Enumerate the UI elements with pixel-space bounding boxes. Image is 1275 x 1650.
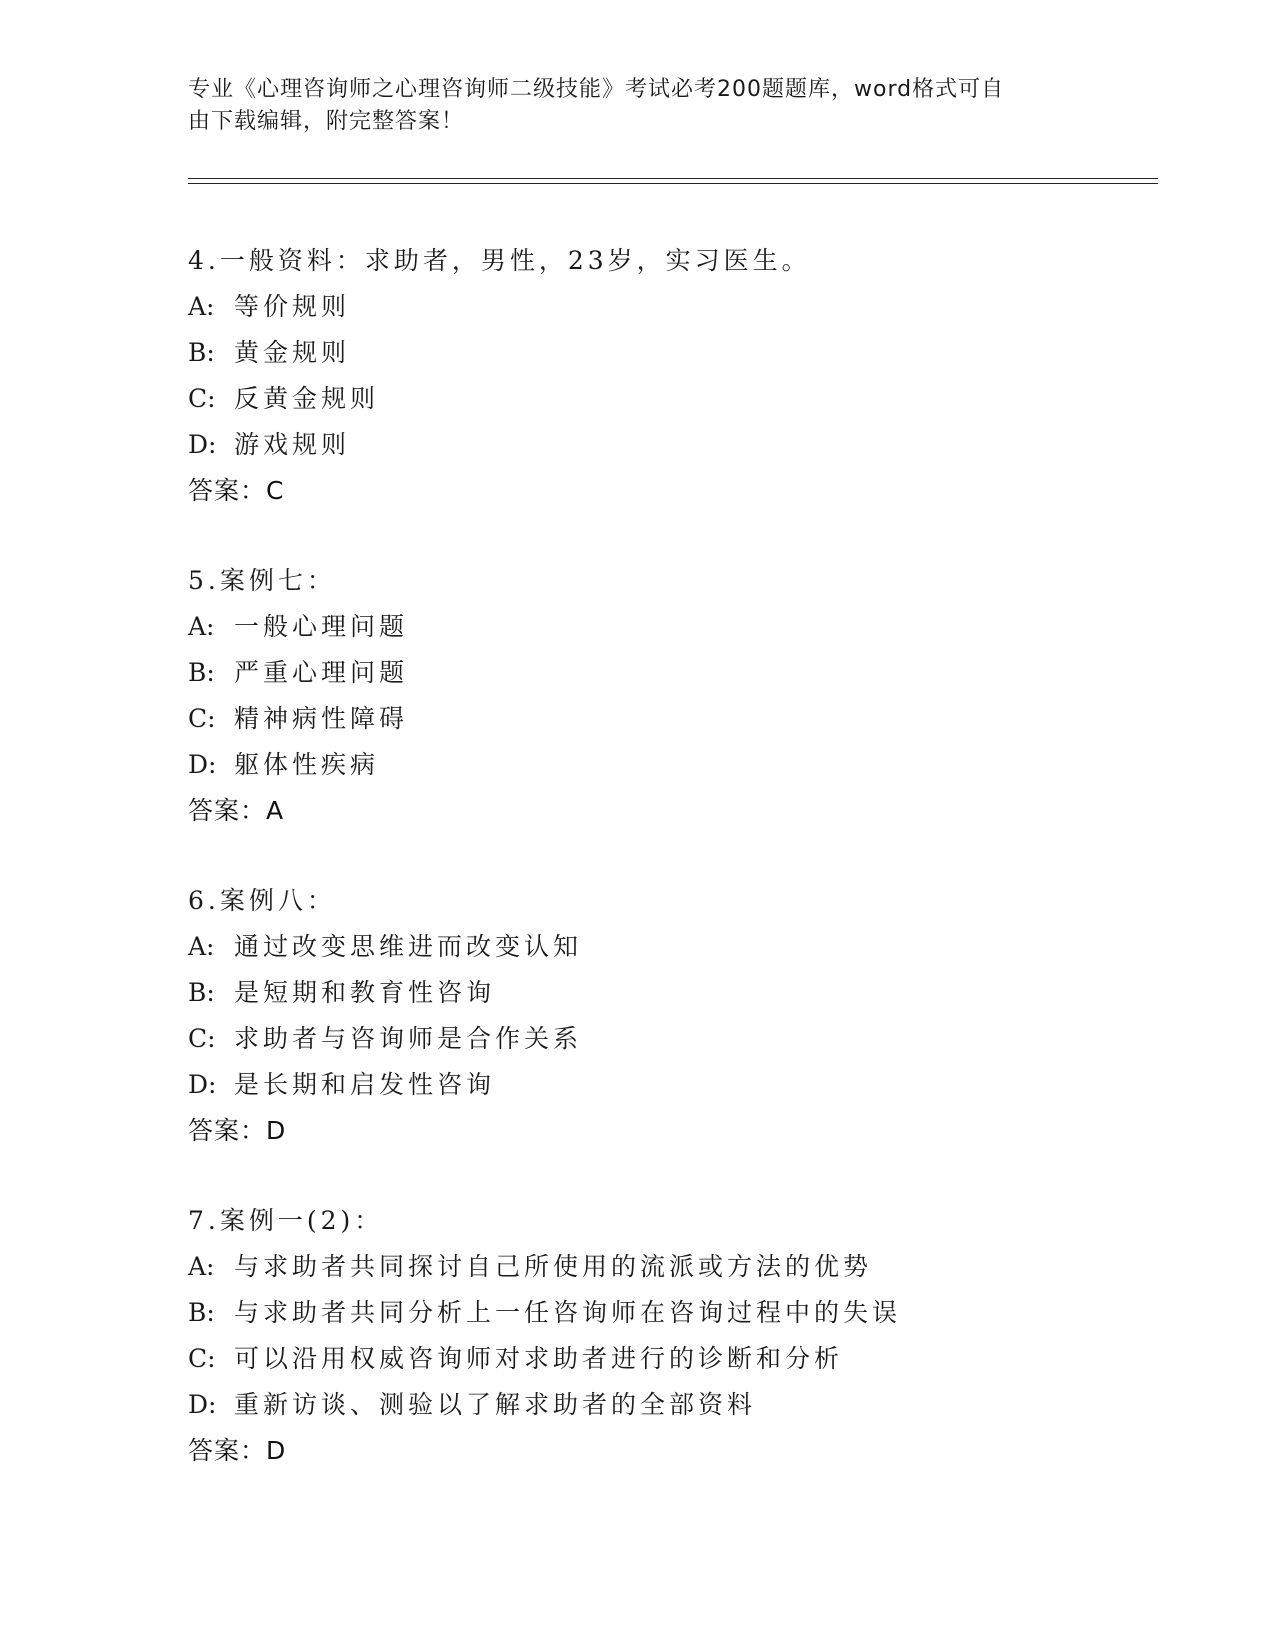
option-key: A:: [188, 612, 215, 641]
document-header: [188, 74, 1068, 138]
option-text: 求助者与咨询师是合作关系: [234, 1024, 583, 1053]
option-b: [188, 650, 1188, 696]
option-d: [188, 1062, 1188, 1108]
option-key: C:: [188, 704, 216, 733]
option-text: 是长期和启发性咨询: [234, 1070, 496, 1099]
option-text: 黄金规则: [234, 338, 351, 367]
header-divider-bottom: [188, 183, 1158, 184]
option-b: [188, 970, 1188, 1016]
option-c: [188, 376, 1188, 422]
question-stem: 5.案例七：: [188, 566, 336, 595]
option-b: [188, 330, 1188, 376]
option-a: [188, 604, 1188, 650]
question-block: [188, 1198, 1188, 1474]
option-key: A:: [188, 1252, 215, 1281]
option-text: 与求助者共同分析上一任咨询师在咨询过程中的失误: [234, 1298, 902, 1327]
question-block: [188, 238, 1188, 514]
option-a: [188, 284, 1188, 330]
option-key: D:: [188, 430, 217, 459]
option-text: 精神病性障碍: [234, 704, 409, 733]
header-divider-top: [188, 178, 1158, 179]
option-text: 一般心理问题: [234, 612, 409, 641]
option-text: 反黄金规则: [234, 384, 380, 413]
option-key: B:: [188, 978, 215, 1007]
option-text: 游戏规则: [234, 430, 351, 459]
option-c: [188, 1336, 1188, 1382]
option-text: 躯体性疾病: [234, 750, 380, 779]
question-stem: 7.案例一(2)：: [188, 1206, 384, 1235]
header-line-2: 由下载编辑，附完整答案！: [188, 109, 465, 134]
option-key: B:: [188, 658, 215, 687]
option-a: [188, 924, 1188, 970]
option-key: C:: [188, 384, 216, 413]
option-key: D:: [188, 1390, 217, 1419]
option-b: [188, 1290, 1188, 1336]
option-c: [188, 696, 1188, 742]
option-a: [188, 1244, 1188, 1290]
option-text: 可以沿用权威咨询师对求助者进行的诊断和分析: [234, 1344, 844, 1373]
option-text: 重新访谈、测验以了解求助者的全部资料: [234, 1390, 757, 1419]
option-key: B:: [188, 338, 215, 367]
option-text: 通过改变思维进而改变认知: [234, 932, 583, 961]
answer-line: 答案：A: [188, 796, 285, 825]
option-d: [188, 742, 1188, 788]
question-block: [188, 558, 1188, 834]
option-key: D:: [188, 750, 217, 779]
option-key: D:: [188, 1070, 217, 1099]
option-key: A:: [188, 932, 215, 961]
answer-line: 答案：D: [188, 1116, 287, 1145]
option-text: 与求助者共同探讨自己所使用的流派或方法的优势: [234, 1252, 873, 1281]
question-stem: 6.案例八：: [188, 886, 336, 915]
option-key: C:: [188, 1344, 216, 1373]
option-c: [188, 1016, 1188, 1062]
option-text: 等价规则: [234, 292, 351, 321]
option-key: C:: [188, 1024, 216, 1053]
question-stem: 4.一般资料：求助者，男性，23岁，实习医生。: [188, 246, 811, 275]
answer-line: 答案：C: [188, 476, 285, 505]
option-key: B:: [188, 1298, 215, 1327]
option-text: 严重心理问题: [234, 658, 409, 687]
header-line-1: 专业《心理咨询师之心理咨询师二级技能》考试必考200题题库，word格式可自: [188, 77, 1005, 102]
answer-line: 答案：D: [188, 1436, 287, 1465]
option-d: [188, 1382, 1188, 1428]
option-d: [188, 422, 1188, 468]
option-key: A:: [188, 292, 215, 321]
question-block: [188, 878, 1188, 1154]
option-text: 是短期和教育性咨询: [234, 978, 496, 1007]
